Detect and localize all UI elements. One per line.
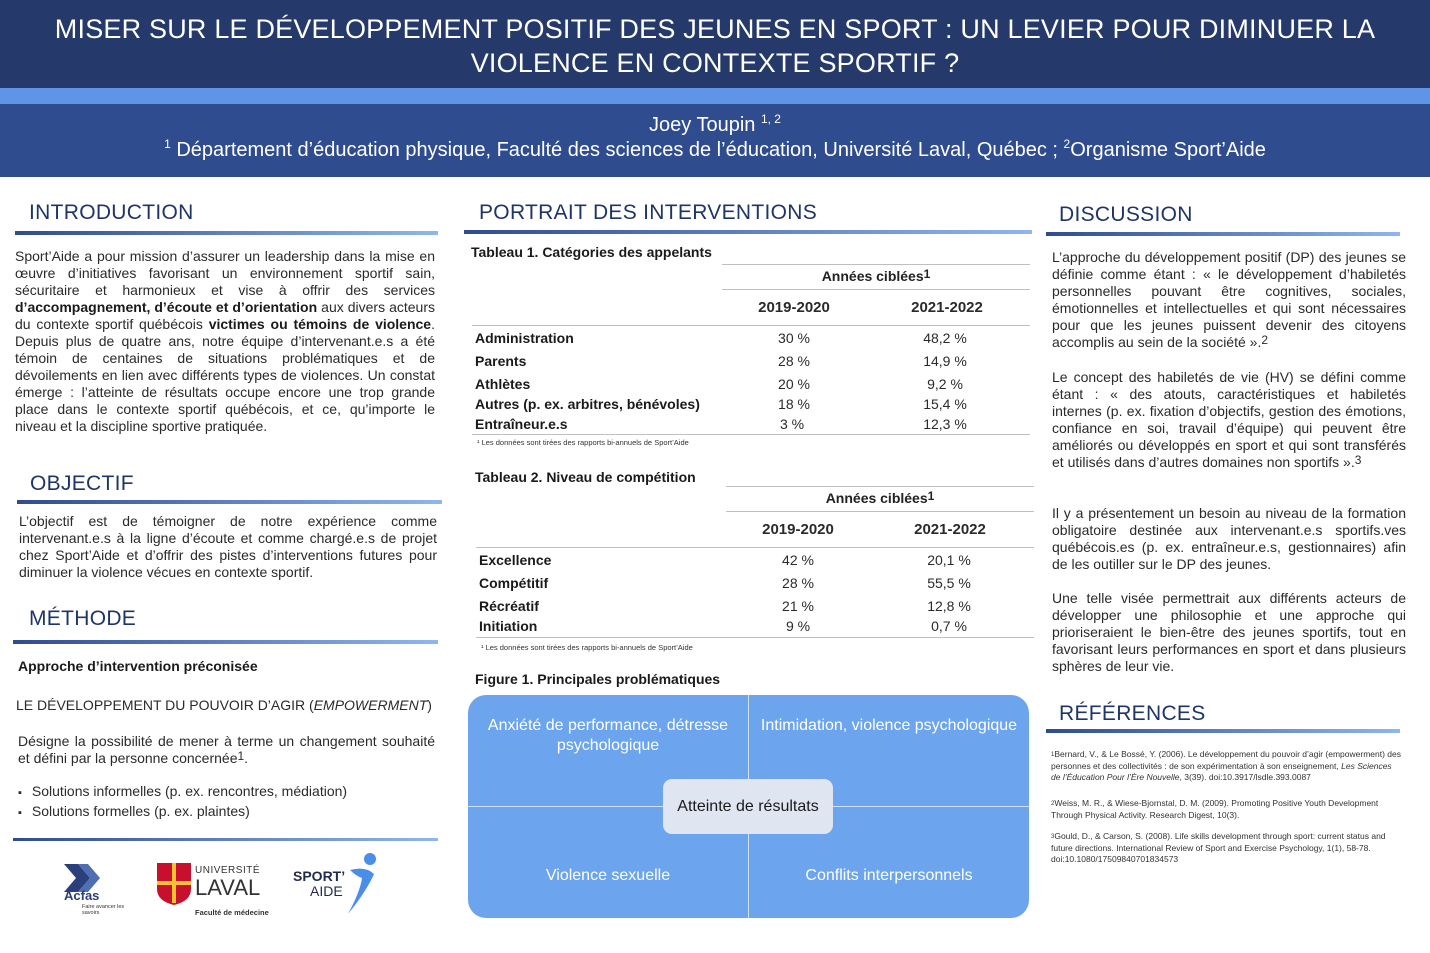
header-stripe — [0, 88, 1430, 104]
author-line — [0, 113, 1430, 137]
logos-rule — [13, 838, 438, 841]
concept-em: EMPOWERMENT — [313, 697, 428, 713]
table2-head-rule — [476, 547, 1034, 548]
bullet-item: ▪ Solutions formelles (p. ex. plaintes) — [18, 802, 347, 822]
objectif-heading: OBJECTIF — [30, 472, 134, 495]
methode-rule — [13, 640, 438, 644]
table1-row-label: Athlètes — [475, 376, 531, 392]
figure-center-box: Atteinte de résultats — [663, 779, 833, 834]
figure-caption: Figure 1. Principales problématiques — [475, 671, 721, 687]
discussion-p2-sup: 3 — [1354, 453, 1362, 467]
table2-footnote: ¹ Les données sont tirées des rapports bi-annuels de Sport’Aide — [481, 643, 693, 652]
sportaide-logo — [292, 852, 382, 922]
ref2-text: Weiss, M. R., & Wiese-Bjornstal, D. M. (2009). Promoting Positive Youth Development Through Physical Activity. Research Digest, 10(3). — [1051, 798, 1379, 820]
table2-cell: 20,1 % — [927, 552, 971, 568]
affil2-sup: 2 — [1063, 137, 1071, 151]
table1-group-header — [722, 268, 1030, 284]
table1-top-rule — [722, 264, 1030, 265]
table1-group-sup: 1 — [923, 267, 931, 281]
table2-col-header: 2021-2022 — [914, 521, 986, 538]
discussion-p2 — [1052, 369, 1406, 471]
acfas-logo — [62, 862, 132, 922]
table2-group-sup: 1 — [927, 489, 935, 503]
table1-cell: 48,2 % — [923, 330, 967, 346]
table1-cell: 28 % — [778, 353, 810, 369]
ref1-sup: 1 — [1051, 752, 1055, 758]
laval-shield-icon — [157, 863, 191, 905]
table1-cell: 12,3 % — [923, 416, 967, 432]
table2-cell: 28 % — [782, 575, 814, 591]
table2-row-label: Excellence — [479, 552, 552, 568]
laval-name: LAVAL — [195, 875, 261, 900]
table2-cell: 21 % — [782, 598, 814, 614]
affiliation-1: Département d’éducation physique, Faculté des sciences de l’éducation, Université Laval, Québec ; — [176, 139, 1058, 161]
concept-suffix: ) — [427, 697, 432, 713]
table1-group-text: Années ciblées — [821, 268, 924, 284]
table1-row-label: Autres (p. ex. arbitres, bénévoles) — [475, 396, 700, 412]
problems-figure — [468, 695, 1029, 918]
table1-col-header: 2021-2022 — [911, 299, 983, 316]
reference-1 — [1051, 749, 1401, 782]
intro-part-2: aux divers acteurs du contexte sportif québécois — [15, 299, 435, 332]
table1-col-header: 2019-2020 — [758, 299, 830, 316]
table2-top-rule — [726, 486, 1034, 487]
affiliation-2: Organisme Sport’Aide — [1070, 139, 1266, 161]
table1-row-label: Parents — [475, 353, 527, 369]
ref2-sup: 2 — [1051, 801, 1055, 807]
discussion-p4: Une telle visée permettrait aux différents acteurs de développer une philosophie et une approche qui prioriseraient le bien-être des jeunes sportifs, tout en favorisant leurs performances en sport et dans plusieurs sphères de leur vie. — [1052, 590, 1406, 674]
ref1-em: Les Sciences de l’Éducation Pour l’Ère Nouvelle — [1051, 761, 1392, 782]
definition-sup: 1 — [237, 749, 245, 763]
objectif-text: L’objectif est de témoigner de notre expérience comme intervenant.e.s à la ligne d’écoute et comme chargé.e.s de projet chez Sport’Aide et d’offrir des pistes d’interventions futures pour diminuer la violence vécues en contexte sportif. — [19, 513, 437, 580]
table2-cell: 0,7 % — [931, 618, 967, 634]
ref3-sup: 3 — [1051, 834, 1055, 840]
poster-title: MISER SUR LE DÉVELOPPEMENT POSITIF DES JEUNES EN SPORT : UN LEVIER POUR DIMINUER LA VIOLENCE EN CONTEXTE SPORTIF ? — [54, 14, 1376, 78]
table1-row-label: Administration — [475, 330, 574, 346]
figure-bottom-left: Violence sexuelle — [545, 867, 671, 884]
table2-group-text: Années ciblées — [825, 490, 928, 506]
table2-row-label: Récréatif — [479, 598, 539, 614]
table2-bottom-rule — [476, 637, 1034, 638]
discussion-p3: Il y a présentement un besoin au niveau de la formation obligatoire destinée aux intervenant.e.s sportifs.ves québécois.es (p. ex. entraîneur.e.s, gestionnaires) afin de les outiller sur le DP des jeunes. — [1052, 505, 1406, 572]
references-rule — [1046, 729, 1400, 733]
table2-caption: Tableau 2. Niveau de compétition — [475, 469, 696, 485]
methode-definition — [18, 733, 435, 767]
figure-bottom-right: Conflits interpersonnels — [805, 867, 973, 884]
laval-sub: Faculté de médecine — [195, 908, 269, 917]
discussion-p1-sup: 2 — [1261, 333, 1269, 347]
table2-cell: 55,5 % — [927, 575, 971, 591]
table2-mid-rule — [726, 511, 1034, 512]
portrait-heading: PORTRAIT DES INTERVENTIONS — [479, 201, 818, 224]
affil1-sup: 1 — [164, 137, 171, 151]
definition-end: . — [244, 750, 249, 766]
table1-cell: 20 % — [778, 376, 810, 392]
objectif-rule — [17, 500, 442, 504]
sportaide-line-1: SPORT’ — [293, 868, 346, 884]
intro-part-1: Sport’Aide a pour mission d’assurer un leadership dans la mise en œuvre d’initiatives favorisant un environnement sportif sain, sécuritaire et harmonieux et vise à offrir des services — [15, 248, 435, 298]
table1-row-label: Entraîneur.e.s — [475, 416, 568, 432]
discussion-p1 — [1052, 249, 1406, 351]
discussion-p2-text: Le concept des habiletés de vie (HV) se défini comme étant : « des atouts, caractéristiques et habiletés internes (p. ex. fixation d’objectifs, gestion des émotions, confiance en soi, travail d’équipe) qui peuvent être améliorés ou développés en sport et qui sont transférés et utilisés dans d’autres domaines non sportifs ». — [1052, 369, 1406, 470]
author-name: Joey Toupin — [649, 114, 756, 136]
introduction-text — [15, 248, 435, 435]
table1-cell: 30 % — [778, 330, 810, 346]
table1-cell: 15,4 % — [923, 396, 967, 412]
table2-row-label: Compétitif — [479, 575, 549, 591]
author-sup: 1, 2 — [760, 112, 781, 126]
definition-text: Désigne la possibilité de mener à terme un changement souhaité et défini par la personne concernée — [18, 733, 435, 766]
table2-row-label: Initiation — [479, 618, 538, 634]
table2-cell: 12,8 % — [927, 598, 971, 614]
table1-cell: 9,2 % — [927, 376, 963, 392]
acfas-name: Acfas — [64, 888, 100, 903]
figure-top-left: Anxiété de performance, détresse psychologique — [487, 717, 729, 754]
table1-cell: 18 % — [778, 396, 810, 412]
discussion-p1-text: L’approche du développement positif (DP) des jeunes se définie comme étant : « le développement d’habiletés personnelles pouvant être cognitives, sociales, émotionnelles et intellectuelles et qui sont nécessaires pour que les jeunes puissent devenir des citoyens accomplis au sein de la société ». — [1052, 249, 1406, 350]
introduction-rule — [15, 231, 438, 235]
methode-subheading: Approche d’intervention préconisée — [18, 658, 258, 674]
methode-heading: MÉTHODE — [29, 607, 137, 630]
intro-bold-2: victimes ou témoins de violence — [208, 316, 432, 332]
discussion-rule — [1046, 232, 1400, 236]
sportaide-figure-icon — [344, 852, 380, 916]
intro-bold-1: d’accompagnement, d’écoute et d’orientation — [15, 299, 318, 315]
discussion-heading: DISCUSSION — [1059, 203, 1193, 226]
ref1-text-a: Bernard, V., & Le Bossé, Y. (2006). Le développement du pouvoir d’agir (empowerment) des personnes et des collectivités : de son expérimentation à son enseignement, — [1051, 749, 1402, 771]
table1-cell: 3 % — [779, 416, 805, 432]
table1-bottom-rule — [472, 434, 1030, 435]
bullet-item: ▪ Solutions informelles (p. ex. rencontres, médiation) — [18, 782, 347, 802]
table1-footnote: ¹ Les données sont tirées des rapports bi-annuels de Sport’Aide — [477, 438, 689, 447]
table2-group-header — [726, 490, 1034, 506]
table2-col-header: 2019-2020 — [762, 521, 834, 538]
table1-caption: Tableau 1. Catégories des appelants — [471, 244, 712, 260]
laval-top: UNIVERSITÉ — [195, 865, 261, 876]
acfas-tagline: Faire avancer les savoirs — [82, 904, 125, 916]
references-heading: RÉFÉRENCES — [1059, 702, 1206, 725]
table1-cell: 14,9 % — [923, 353, 967, 369]
table1-mid-rule — [722, 289, 1030, 290]
table2-cell: 9 % — [785, 618, 811, 634]
ref3-text: Gould, D., & Carson, S. (2008). Life skills development through sport: current status and future directions. International Review of Sport and Exercise Psychology, 1(1), 58-78. doi:10.1080/17509840701834573 — [1051, 831, 1386, 864]
laval-logo — [155, 861, 270, 921]
reference-3 — [1051, 831, 1401, 864]
introduction-heading: INTRODUCTION — [29, 201, 194, 224]
sportaide-line-2: AIDE — [310, 883, 343, 899]
portrait-rule — [464, 230, 1032, 234]
table1-head-rule — [472, 325, 1030, 326]
methode-concept — [16, 697, 436, 714]
methode-bullets — [18, 782, 347, 822]
affiliation-line — [0, 138, 1430, 162]
concept-prefix: LE DÉVELOPPEMENT DU POUVOIR D’AGIR ( — [16, 697, 314, 713]
ref1-text-b: , 3(39). doi:10.3917/lsdle.393.0087 — [1179, 771, 1311, 782]
table2-cell: 42 % — [782, 552, 814, 568]
figure-top-right: Intimidation, violence psychologique — [760, 717, 1018, 734]
intro-part-3: . Depuis plus de quatre ans, notre équipe d’intervenant.e.s a été témoin de centaines de situations problématiques et de dévoilements en lien avec différents types de violences. Un constat émerge : l’atteinte de résultats occupe encore une trop grande place dans le contexte sportif québécois, et ce, qu’importe le niveau et la discipline sportive pratiquée. — [15, 316, 435, 434]
reference-2 — [1051, 798, 1401, 821]
